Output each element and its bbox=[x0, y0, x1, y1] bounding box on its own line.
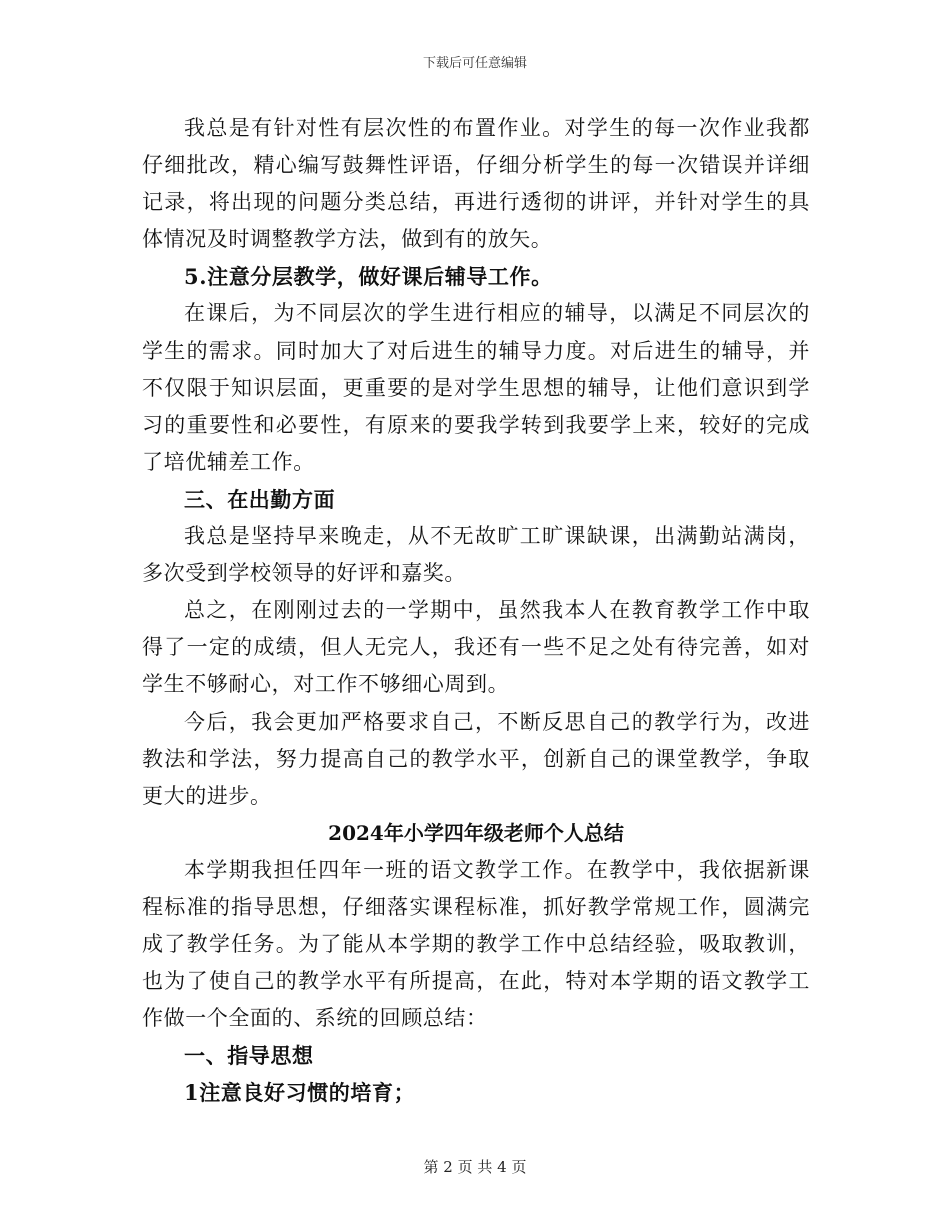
heading-layered-teaching: 5.注意分层教学，做好课后辅导工作。 bbox=[184, 264, 553, 290]
heading-good-habits: 1注意良好习惯的培育； bbox=[184, 1080, 416, 1106]
paragraph-attendance: 我总是坚持早来晚走，从不无故旷工旷课缺课，出满勤站满岗，多次受到学校领导的好评和嘉奖。 bbox=[142, 524, 810, 586]
heading-guiding-thought: 一、指导思想 bbox=[184, 1043, 314, 1069]
paragraph-homework: 我总是有针对性有层次性的布置作业。对学生的每一次作业我都仔细批改，精心编写鼓舞性评语，仔细分析学生的每一次错误并详细记录，将出现的问题分类总结，再进行透彻的讲评，并针对学生的具体情况及时调整教学方法，做到有的放矢。 bbox=[142, 116, 810, 252]
heading-attendance: 三、在出勤方面 bbox=[184, 486, 336, 512]
paragraph-intro: 本学期我担任四年一班的语文教学工作。在教学中，我依据新课程标准的指导思想，仔细落实课程标准，抓好教学常规工作，圆满完成了教学任务。为了能从本学期的教学工作中总结经验，吸取教训，也为了使自己的教学水平有所提高，在此，特对本学期的语文教学工作做一个全面的、系统的回顾总结： bbox=[142, 857, 810, 1031]
paragraph-summary: 总之，在刚刚过去的一学期中，虽然我本人在教育教学工作中取得了一定的成绩，但人无完人，我还有一些不足之处有待完善，如对学生不够耐心，对工作不够细心周到。 bbox=[142, 598, 810, 697]
paragraph-tutoring: 在课后，为不同层次的学生进行相应的辅导，以满足不同层次的学生的需求。同时加大了对后进生的辅导力度。对后进生的辅导，并不仅限于知识层面，更重要的是对学生思想的辅导，让他们意识到学习的重要性和必要性，有原来的要我学转到我要学上来，较好的完成了培优辅差工作。 bbox=[142, 301, 810, 474]
section-title: 2024年小学四年级老师个人总结 bbox=[328, 820, 624, 845]
paragraph-future: 今后，我会更加严格要求自己，不断反思自己的教学行为，改进教法和学法，努力提高自己的教学水平，创新自己的课堂教学，争取更大的进步。 bbox=[142, 709, 810, 808]
document-body bbox=[142, 110, 810, 1112]
download-note: 下载后可任意编辑 bbox=[422, 56, 527, 71]
page-number: 第 2 页 共 4 页 bbox=[423, 1158, 527, 1176]
